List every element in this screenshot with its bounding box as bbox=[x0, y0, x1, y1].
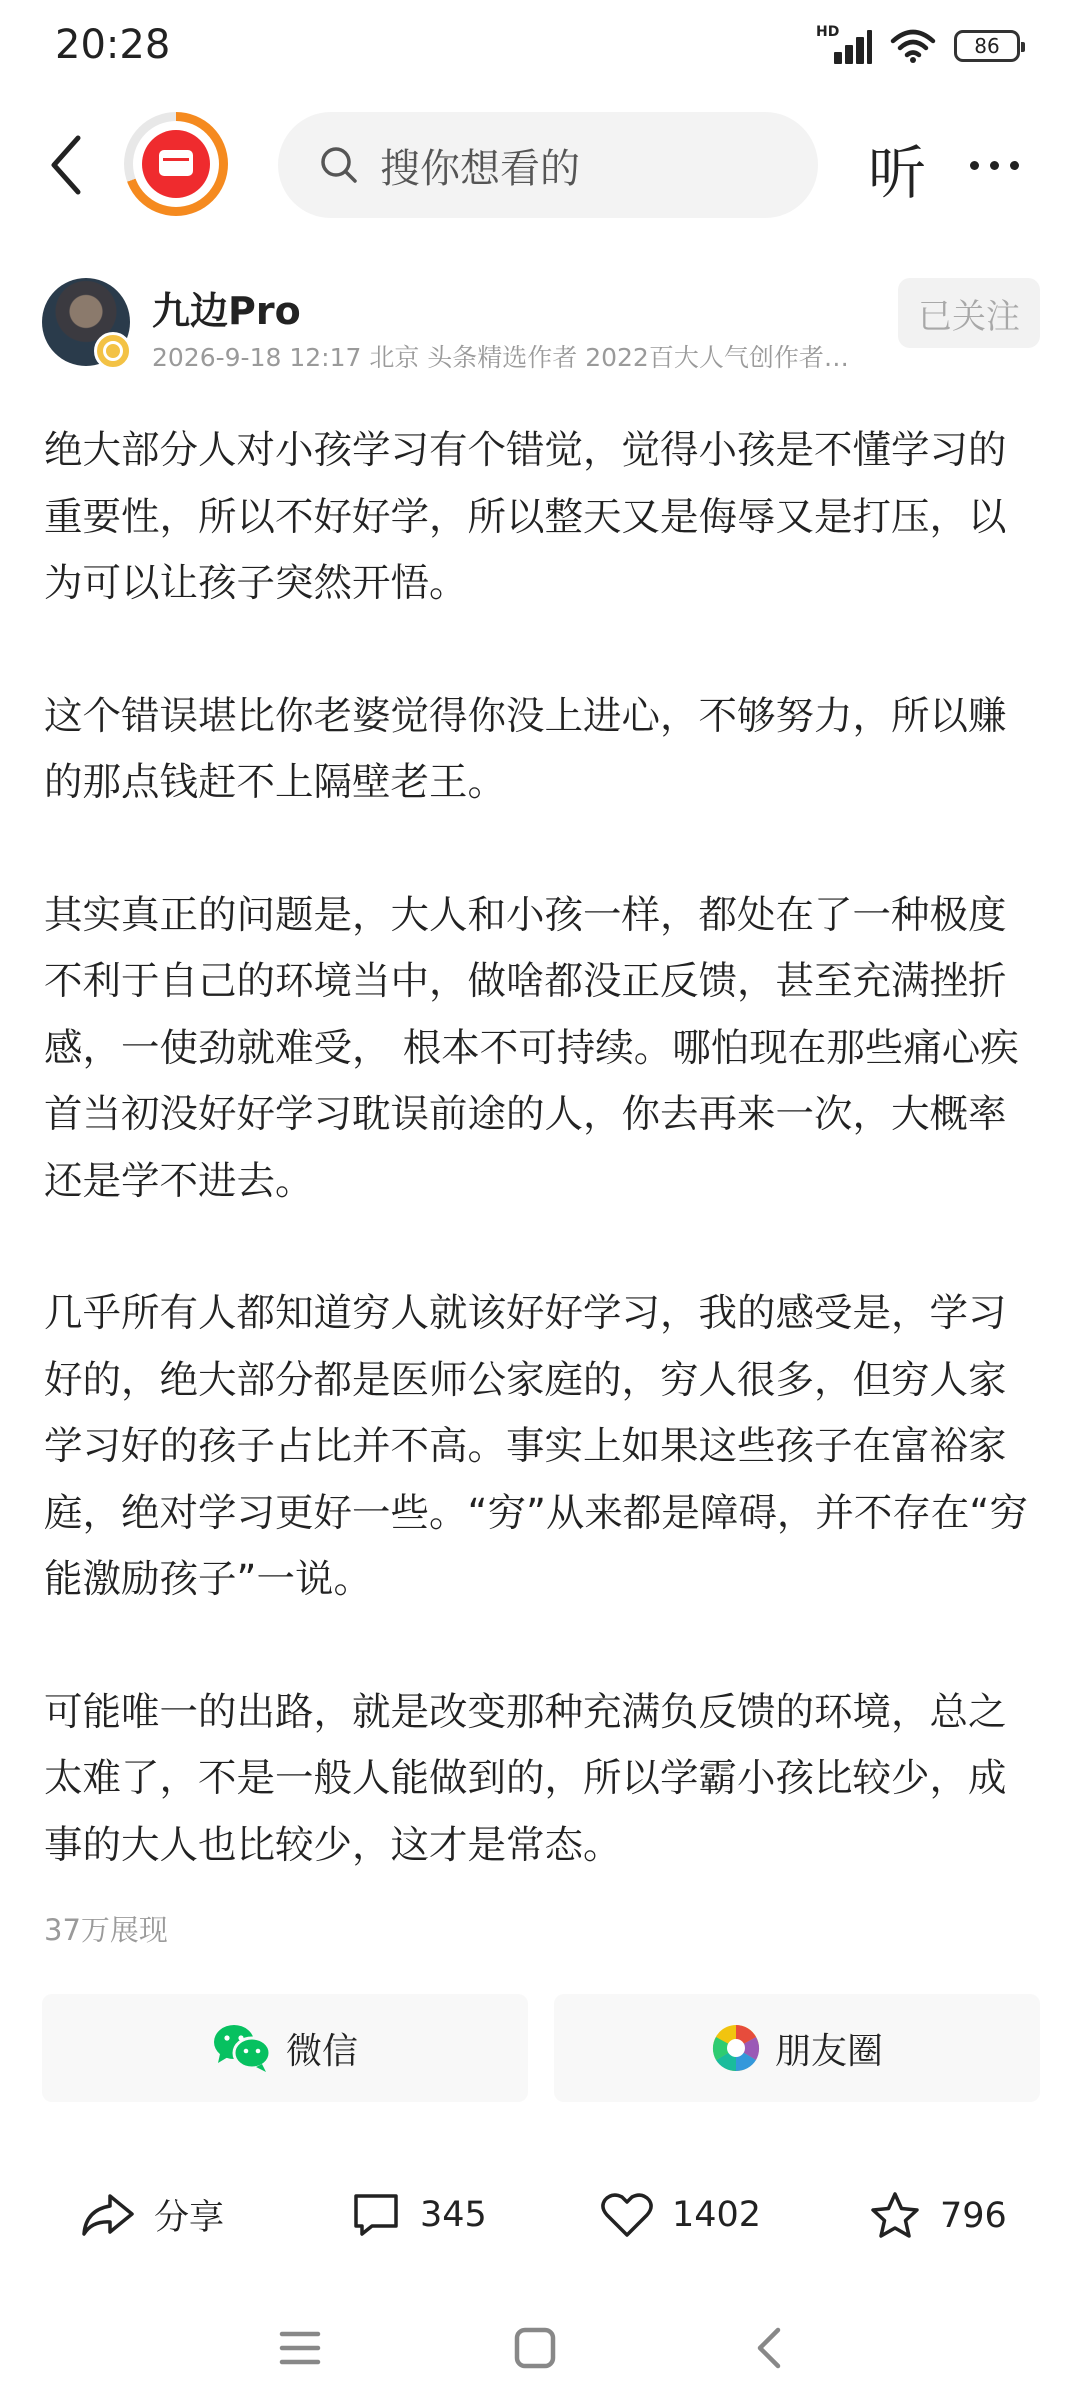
search-icon bbox=[318, 144, 360, 186]
article-paragraph: 其实真正的问题是，大人和小孩一样，都处在了一种极度不利于自己的环境当中，做啥都没正反馈，甚至充满挫折感，一使劲就难受， 根本不可持续。哪怕现在那些痛心疾首当初没好好学习耽误前途的人，你去再来一次，大概率还是学不进去。 bbox=[44, 892, 1019, 1204]
favorite-count: 796 bbox=[940, 2196, 1007, 2236]
network-type-label: HD bbox=[816, 24, 840, 40]
wifi-icon bbox=[890, 28, 936, 64]
system-back-icon[interactable] bbox=[740, 2318, 800, 2378]
status-bar bbox=[0, 0, 1080, 100]
star-icon bbox=[868, 2190, 922, 2242]
back-arrow-icon[interactable] bbox=[40, 130, 100, 200]
search-placeholder: 搜你想看的 bbox=[380, 145, 580, 192]
top-nav bbox=[0, 100, 1080, 230]
comment-button[interactable] bbox=[350, 2190, 487, 2240]
author-name[interactable]: 九边Pro bbox=[152, 289, 301, 333]
like-count: 1402 bbox=[672, 2195, 762, 2235]
share-wechat-label: 微信 bbox=[285, 2030, 358, 2072]
comment-count: 345 bbox=[420, 2195, 487, 2235]
wechat-icon bbox=[212, 2022, 272, 2074]
battery-icon bbox=[954, 30, 1020, 62]
status-time: 20:28 bbox=[55, 22, 171, 68]
comment-icon bbox=[350, 2190, 402, 2240]
article-body bbox=[44, 418, 1044, 1879]
app-logo[interactable] bbox=[124, 112, 228, 216]
article-paragraph: 这个错误堪比你老婆觉得你没上进心，不够努力，所以赚的那点钱赶不上隔壁老王。 bbox=[44, 693, 1007, 805]
author-meta: 2026-9-18 12:17 北京 头条精选作者 2022百大人气创作者… bbox=[152, 343, 849, 372]
share-label: 分享 bbox=[154, 2198, 225, 2238]
moments-icon bbox=[711, 2023, 761, 2073]
verified-badge-icon bbox=[94, 332, 132, 370]
home-icon[interactable] bbox=[505, 2318, 565, 2378]
status-icons bbox=[816, 24, 1020, 64]
battery-level: 86 bbox=[974, 34, 1000, 58]
article-paragraph: 绝大部分人对小孩学习有个错觉，觉得小孩是不懂学习的重要性，所以不好好学，所以整天又是侮辱又是打压，以为可以让孩子突然开悟。 bbox=[44, 428, 1007, 606]
share-moments-label: 朋友圈 bbox=[774, 2030, 883, 2072]
article-paragraph: 几乎所有人都知道穷人就该好好学习，我的感受是，学习好的，绝大部分都是医师公家庭的，穷人很多，但穷人家学习好的孩子占比并不高。事实上如果这些孩子在富裕家庭，绝对学习更好一些。“穷”从来都是障碍，并不存在“穷能激励孩子”一说。 bbox=[44, 1291, 1028, 1602]
search-input[interactable] bbox=[278, 112, 818, 218]
like-button[interactable] bbox=[600, 2190, 761, 2240]
heart-icon bbox=[600, 2190, 654, 2240]
more-dots-icon[interactable] bbox=[970, 140, 1019, 190]
author-row bbox=[0, 270, 1080, 380]
share-button[interactable] bbox=[80, 2190, 224, 2240]
listen-button[interactable]: 听 bbox=[868, 139, 927, 207]
view-count: 37万展现 bbox=[44, 1913, 168, 1947]
share-arrow-icon bbox=[80, 2190, 136, 2240]
recent-apps-icon[interactable] bbox=[270, 2318, 330, 2378]
system-nav-bar bbox=[0, 2290, 1080, 2400]
avatar[interactable] bbox=[42, 278, 130, 366]
share-wechat-button[interactable] bbox=[42, 1994, 528, 2102]
favorite-button[interactable] bbox=[868, 2190, 1007, 2242]
article-paragraph: 可能唯一的出路，就是改变那种充满负反馈的环境，总之太难了，不是一般人能做到的，所以学霸小孩比较少，成事的大人也比较少，这才是常态。 bbox=[44, 1689, 1007, 1868]
share-moments-button[interactable] bbox=[554, 1994, 1040, 2102]
follow-button[interactable]: 已关注 bbox=[898, 278, 1040, 348]
signal-icon bbox=[816, 24, 872, 64]
action-bar bbox=[0, 2168, 1080, 2268]
